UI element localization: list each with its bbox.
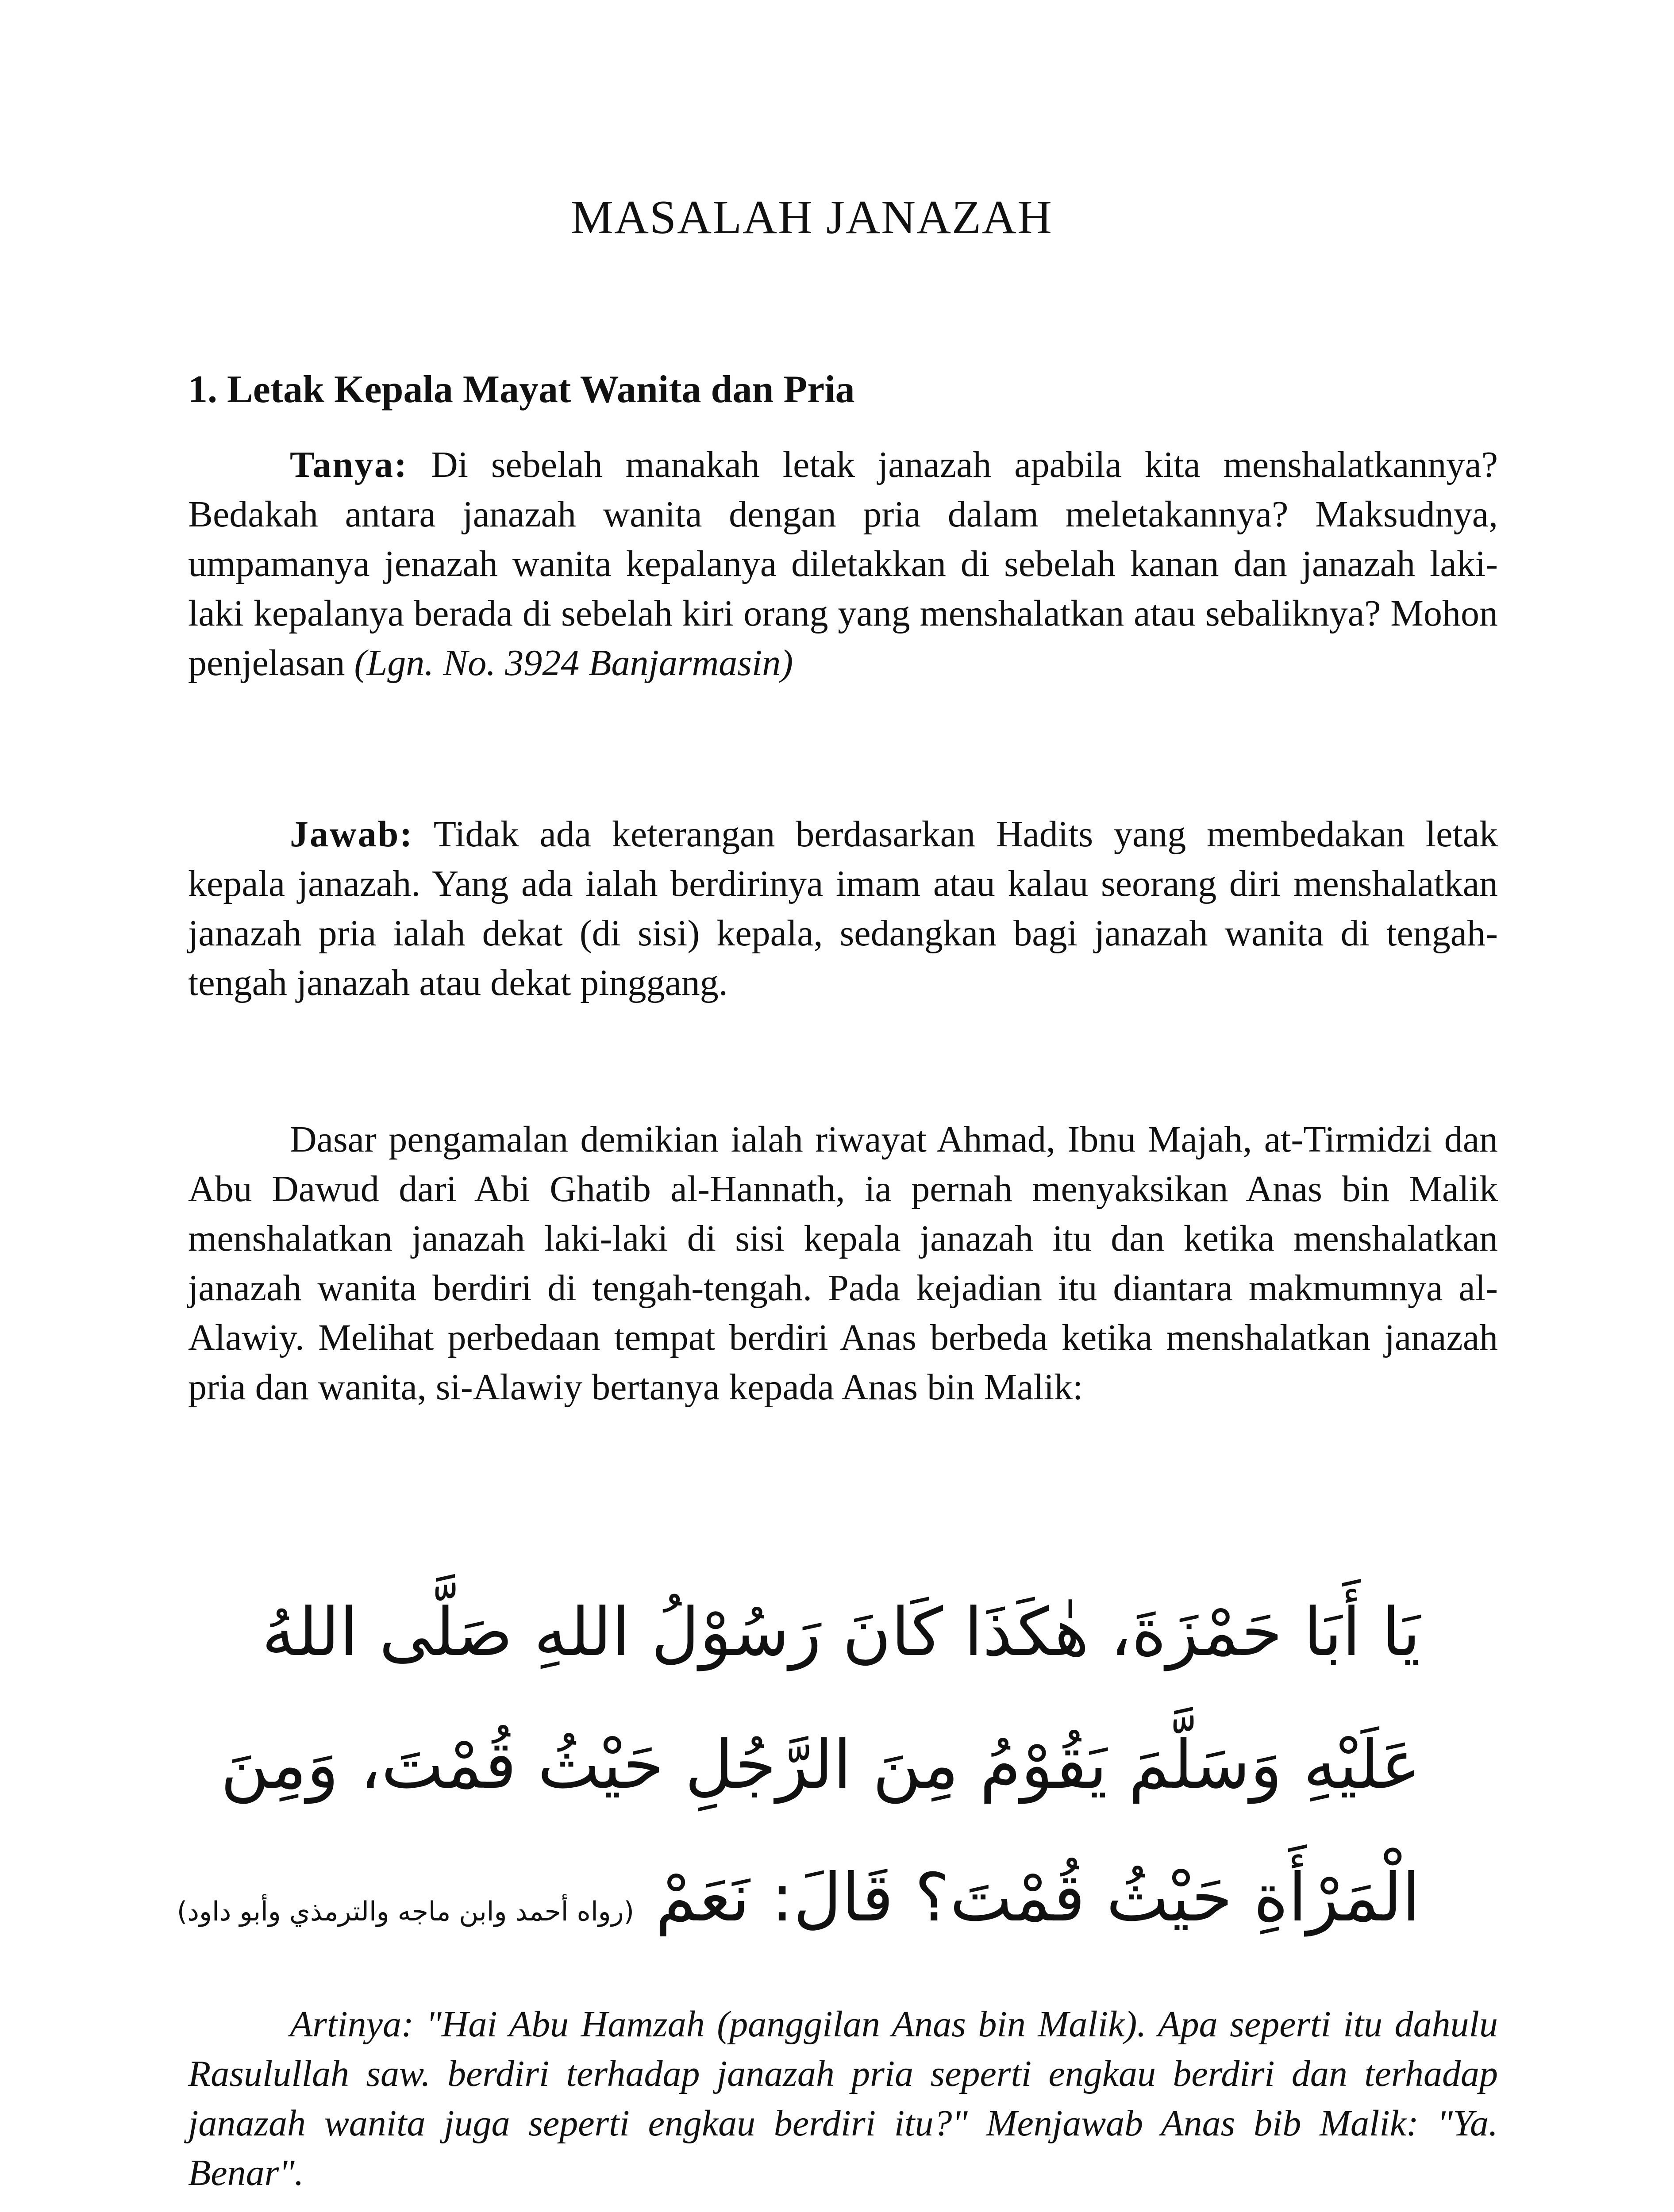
question-source: (Lgn. No. 3924 Banjarmasin) <box>354 642 793 684</box>
arabic-reference: (رواه أحمد وابن ماجه والترمذي وأبو داود) <box>177 1896 634 1927</box>
question-text: Di sebelah manakah letak janazah apabila kita menshalatkannya? Bedakah antara janazah wanita dengan pria dalam meletakannya? Maksudnya, umpamanya jenazah wanita kepalanya diletakkan di sebelah kanan dan janazah laki-laki kepalanya berada di sebelah kiri orang yang menshalatkan atau sebaliknya? Mohon penjelasan <box>188 444 1498 684</box>
question-lead: Tanya: <box>290 444 408 485</box>
translation-paragraph: Artinya: "Hai Abu Hamzah (panggilan Anas bin Malik). Apa seperti itu dahulu Rasulullah saw. berdiri terhadap janazah pria seperti engkau berdiri dan terhadap janazah wanita juga seperti engkau berdiri itu?" Menjawab Anas bib Malik: "Ya. Benar". <box>188 2004 1498 2193</box>
arabic-hadith <box>177 1566 1420 1978</box>
arabic-line-3-text: الْمَرْأَةِ حَيْثُ قُمْتَ؟ قَالَ: نَعَمْ <box>655 1859 1420 1936</box>
basis-paragraph: Dasar pengamalan demikian ialah riwayat Ahmad, Ibnu Majah, at-Tirmidzi dan Abu Dawud dari Abi Ghatib al-Hannath, ia pernah menyaksikan Anas bin Malik menshalatkan janazah laki-laki di sisi kepala janazah itu dan ketika menshalatkan janazah wanita berdiri di tengah-tengah. Pada kejadian itu diantara makmumnya al-Alawiy. Melihat perbedaan tempat berdiri Anas berbeda ketika menshalatkan janazah pria dan wanita, si-Alawiy bertanya kepada Anas bin Malik: <box>188 1119 1498 1408</box>
question-paragraph <box>188 440 1498 688</box>
answer-text: Tidak ada keterangan berdasarkan Hadits yang membedakan letak kepala janazah. Yang ada ialah berdirinya imam atau kalau seorang diri menshalatkan janazah pria ialah dekat (di sisi) kepala, sedangkan bagi janazah wanita di tengah-tengah janazah atau dekat pinggang. <box>188 814 1498 1003</box>
page-title: MASALAH JANAZAH <box>571 191 1053 244</box>
section-heading: 1. Letak Kepala Mayat Wanita dan Pria <box>188 368 855 411</box>
arabic-line-2: عَلَيْهِ وَسَلَّمَ يَقُوْمُ مِنَ الرَّجُلِ حَيْثُ قُمْتَ، وَمِنَ <box>220 1727 1420 1804</box>
arabic-line-3 <box>177 1832 1420 1978</box>
arabic-line-1: يَا أَبَا حَمْزَةَ، هٰكَذَا كَانَ رَسُوْلُ اللهِ صَلَّى اللهُ <box>262 1594 1420 1671</box>
answer-paragraph <box>188 810 1498 1008</box>
answer-lead: Jawab: <box>290 814 414 855</box>
